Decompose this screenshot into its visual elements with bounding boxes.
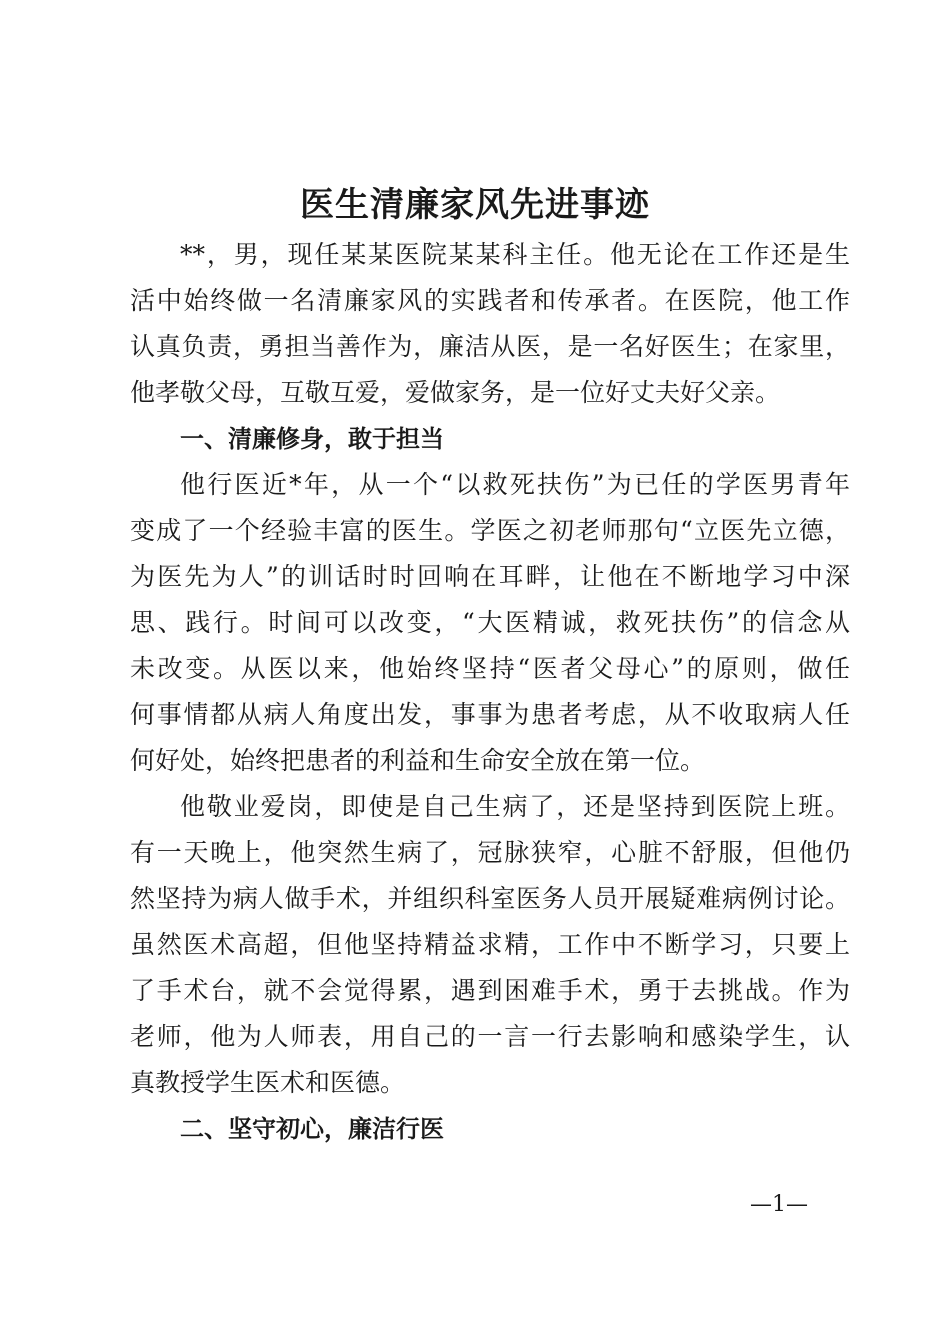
text-line: 思、践行。时间可以改变，“大医精诚，救死扶伤”的信念从	[130, 608, 850, 637]
text-line: 真教授学生医术和医德。	[130, 1068, 406, 1097]
text-line: 变成了一个经验丰富的医生。学医之初老师那句“立医先立德，	[130, 516, 850, 545]
paragraph-career	[130, 462, 850, 784]
text-line: 有一天晚上，他突然生病了，冠脉狭窄，心脏不舒服，但他仍	[130, 838, 850, 867]
text-line: 他行医近*年，从一个“以救死扶伤”为已任的学医男青年	[180, 470, 850, 499]
text-line: 何好处，始终把患者的利益和生命安全放在第一位。	[130, 746, 706, 775]
text-line: 了手术台，就不会觉得累，遇到困难手术，勇于去挑战。作为	[130, 976, 850, 1005]
document-title: 医生清廉家风先进事迹	[300, 185, 650, 225]
text-line: 虽然医术高超，但他坚持精益求精，工作中不断学习，只要上	[130, 930, 850, 959]
text-line: 他敬业爱岗，即使是自己生病了，还是坚持到医院上班。	[180, 792, 850, 821]
paragraph-dedication	[130, 784, 850, 1106]
page-number: —1—	[750, 1192, 808, 1217]
text-line: 然坚持为病人做手术，并组织科室医务人员开展疑难病例讨论。	[130, 884, 850, 913]
text-line: 未改变。从医以来，他始终坚持“医者父母心”的原则，做任	[130, 654, 850, 683]
text-line: 为医先为人”的训话时时回响在耳畔，让他在不断地学习中深	[130, 562, 850, 591]
text-line: 活中始终做一名清廉家风的实践者和传承者。在医院，他工作	[130, 286, 850, 315]
text-line: 何事情都从病人角度出发，事事为患者考虑，从不收取病人任	[130, 700, 850, 729]
paragraph-intro	[130, 232, 850, 416]
text-line: 他孝敬父母，互敬互爱，爱做家务，是一位好丈夫好父亲。	[130, 378, 781, 407]
text-line: 认真负责，勇担当善作为，廉洁从医，是一名好医生；在家里，	[130, 332, 850, 361]
text-line: 老师，他为人师表，用自己的一言一行去影响和感染学生，认	[130, 1022, 850, 1051]
text-line: **，男，现任某某医院某某科主任。他无论在工作还是生	[180, 240, 850, 269]
document-body	[130, 232, 850, 1152]
section-heading-2: 二、坚守初心，廉洁行医	[180, 1115, 444, 1143]
section-heading-1: 一、清廉修身，敢于担当	[180, 425, 444, 453]
